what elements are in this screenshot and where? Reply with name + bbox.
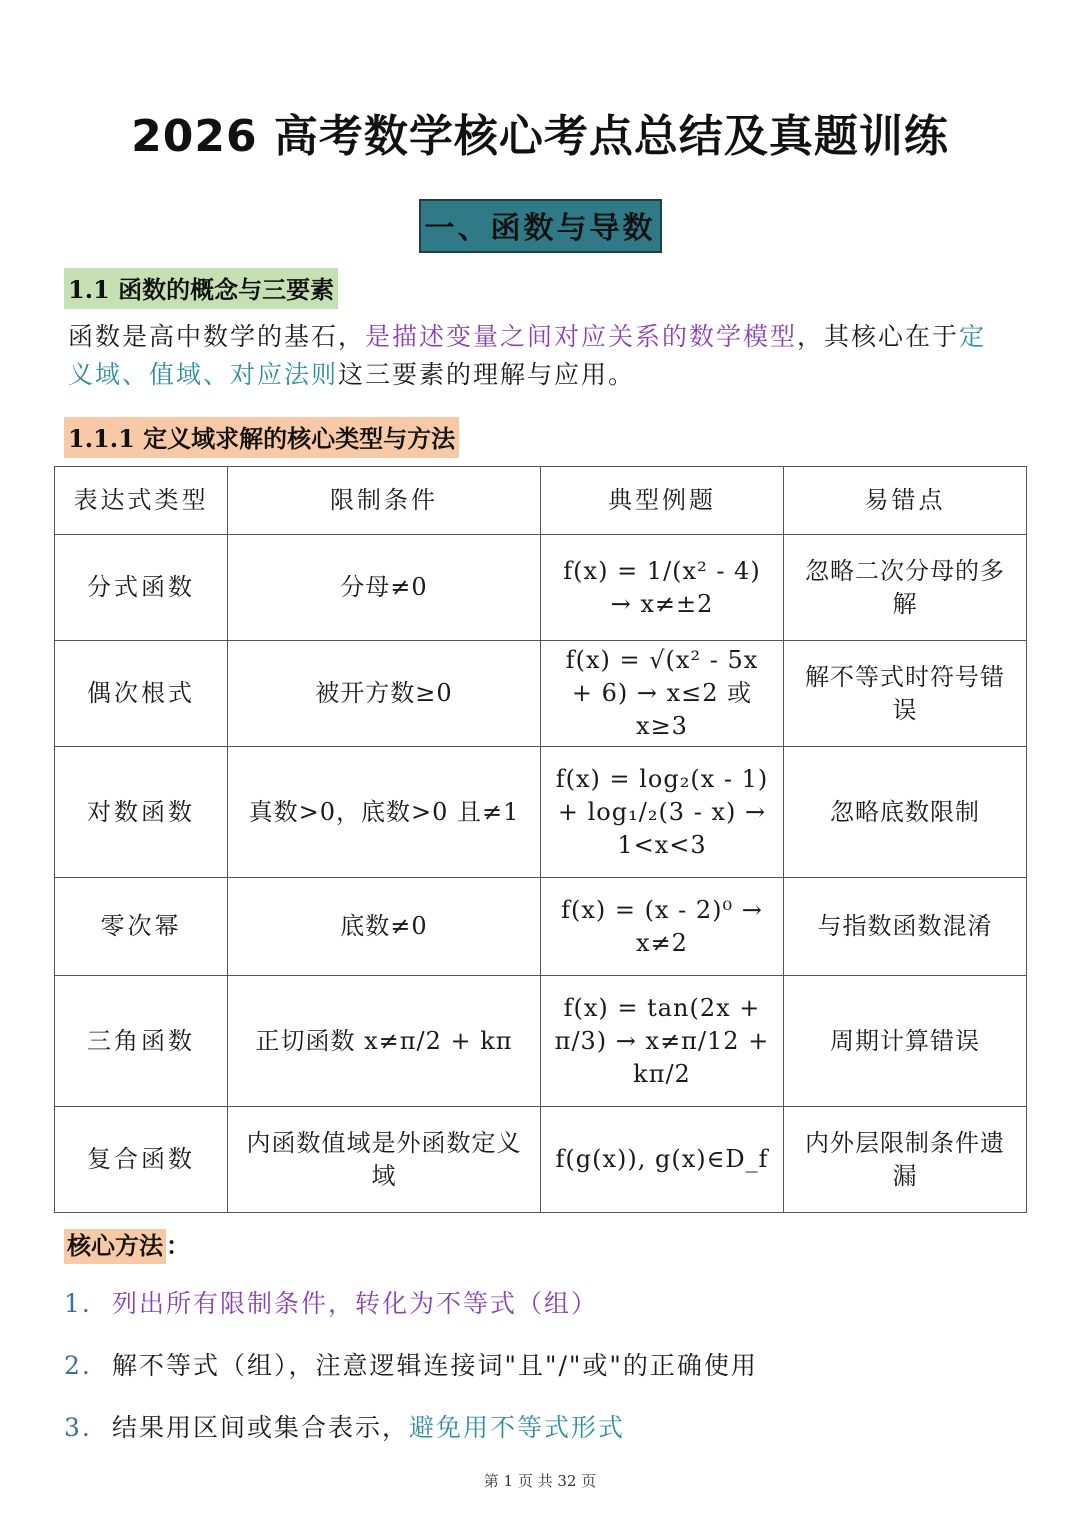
list-text: 结果用区间或集合表示， [112,1413,410,1442]
page-footer: 第 1 页 共 32 页 [483,1472,597,1490]
list-item [64,1344,758,1406]
core-method-list [64,1282,758,1468]
chapter-title: 一、函数与导数 [419,199,662,253]
list-item [64,1282,758,1344]
intro-paragraph [68,318,1008,394]
domain-rules-table [54,466,1027,1213]
table-row [55,535,1027,641]
list-number: 3. [64,1413,92,1442]
table-cell: f(x) = (x - 2)⁰ → x≠2 [541,878,784,976]
column-header: 限制条件 [228,467,541,535]
table-row [55,1107,1027,1213]
table-cell: 忽略二次分母的多解 [784,535,1027,641]
core-method-heading [64,1226,190,1261]
intro-text: ，其核心在于 [797,322,960,351]
table-cell: 真数>0，底数>0 且≠1 [228,747,541,878]
list-number: 1. [64,1289,92,1318]
section-heading-1-1-1: 1.1.1 定义域求解的核心类型与方法 [64,417,459,458]
table-cell: 分母≠0 [228,535,541,641]
table-cell: 解不等式时符号错误 [784,641,1027,747]
table-cell: 偶次根式 [55,641,228,747]
page-title: 2026 高考数学核心考点总结及真题训练 [131,111,949,162]
table-cell: 周期计算错误 [784,976,1027,1107]
table-row [55,878,1027,976]
intro-highlight-definition: 是描述变量之间对应关系的数学模型 [365,322,798,351]
table-cell: 零次幂 [55,878,228,976]
list-text: 解不等式（组），注意逻辑连接词"且"/"或"的正确使用 [112,1351,758,1380]
table-cell: 三角函数 [55,976,228,1107]
intro-text: 函数是高中数学的基石， [68,322,366,351]
table-cell: f(x) = tan(2x + π/3) → x≠π/12 + kπ/2 [541,976,784,1107]
table-cell: 底数≠0 [228,878,541,976]
intro-text: 这三要素的理解与应用。 [338,360,636,389]
table-row [55,976,1027,1107]
table-cell: f(x) = 1/(x² - 4) → x≠±2 [541,535,784,641]
list-number: 2. [64,1351,92,1380]
list-text: 列出所有限制条件，转化为不等式（组） [112,1289,599,1318]
table-cell: 对数函数 [55,747,228,878]
table-cell: f(g(x)), g(x)∈D_f [541,1107,784,1213]
list-text-highlight: 避免用不等式形式 [409,1413,626,1442]
table-cell: 内外层限制条件遗漏 [784,1107,1027,1213]
core-method-label: 核心方法 [64,1229,166,1264]
column-header: 易错点 [784,467,1027,535]
table-cell: f(x) = log₂(x - 1) + log₁/₂(3 - x) → 1<x<3 [541,747,784,878]
table-cell: 正切函数 x≠π/2 + kπ [228,976,541,1107]
table-cell: 复合函数 [55,1107,228,1213]
intro-highlight-three-elements: 定义域、值域、对应法则 [68,322,987,389]
column-header: 表达式类型 [55,467,228,535]
table-row [55,641,1027,747]
table-cell: 与指数函数混淆 [784,878,1027,976]
list-item [64,1406,758,1468]
table-cell: 内函数值域是外函数定义域 [228,1107,541,1213]
table-cell: 分式函数 [55,535,228,641]
table-cell: 忽略底数限制 [784,747,1027,878]
core-method-colon: ： [166,1231,190,1260]
table-header-row [55,467,1027,535]
section-heading-1-1: 1.1 函数的概念与三要素 [64,268,338,309]
table-cell: 被开方数≥0 [228,641,541,747]
table-cell: f(x) = √(x² - 5x + 6) → x≤2 或 x≥3 [541,641,784,747]
table-row [55,747,1027,878]
column-header: 典型例题 [541,467,784,535]
